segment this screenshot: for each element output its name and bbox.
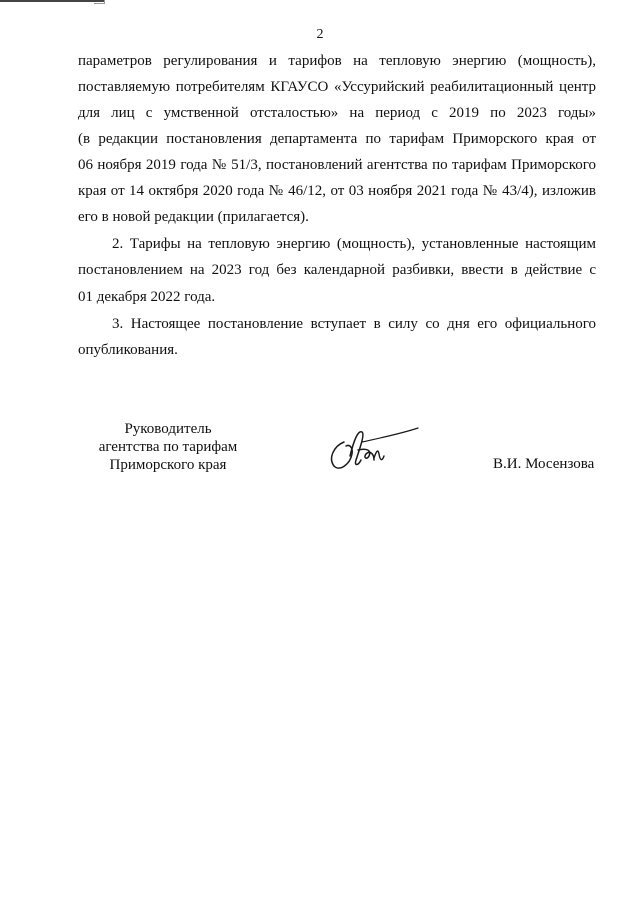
paragraph-1-line: его в новой редакции (прилагается).: [78, 209, 309, 225]
paragraph-2-line: 01 декабря 2022 года.: [78, 289, 216, 305]
signer-title-line: Руководитель: [124, 421, 212, 437]
signer-title-line: агентства по тарифам: [98, 439, 238, 455]
handwritten-signature: [322, 420, 422, 476]
paragraph-1-line: края от 14 октября 2020 года № 46/12, от 03 ноября 2021 года № 43/4), изложив: [78, 183, 596, 199]
paragraph-3-line: опубликования.: [78, 342, 178, 358]
scan-mark: [0, 0, 104, 2]
paragraph-1-line: для лиц с умственной отсталостью» на период с 2019 по 2023 годы»: [78, 105, 596, 121]
paragraph-1-line: (в редакции постановления департамента по тарифам Приморского края от: [78, 131, 596, 147]
page-number: 2: [316, 27, 324, 42]
signer-title-line: Приморского края: [109, 457, 227, 473]
paragraph-1-line: поставляемую потребителям КГАУСО «Уссурийский реабилитационный центр: [78, 79, 596, 95]
paragraph-1-line: 06 ноября 2019 года № 51/3, постановлений агентства по тарифам Приморского: [78, 157, 596, 173]
paragraph-3-line: 3. Настоящее постановление вступает в силу со дня его официального: [112, 316, 596, 332]
paragraph-1-line: параметров регулирования и тарифов на тепловую энергию (мощность),: [78, 53, 596, 69]
signer-name: В.И. Мосензова: [493, 456, 595, 472]
paragraph-2-line: 2. Тарифы на тепловую энергию (мощность), установленные настоящим: [112, 236, 596, 252]
scan-mark-tail: [94, 0, 105, 4]
paragraph-2-line: постановлением на 2023 год без календарной разбивки, ввести в действие с: [78, 262, 596, 278]
